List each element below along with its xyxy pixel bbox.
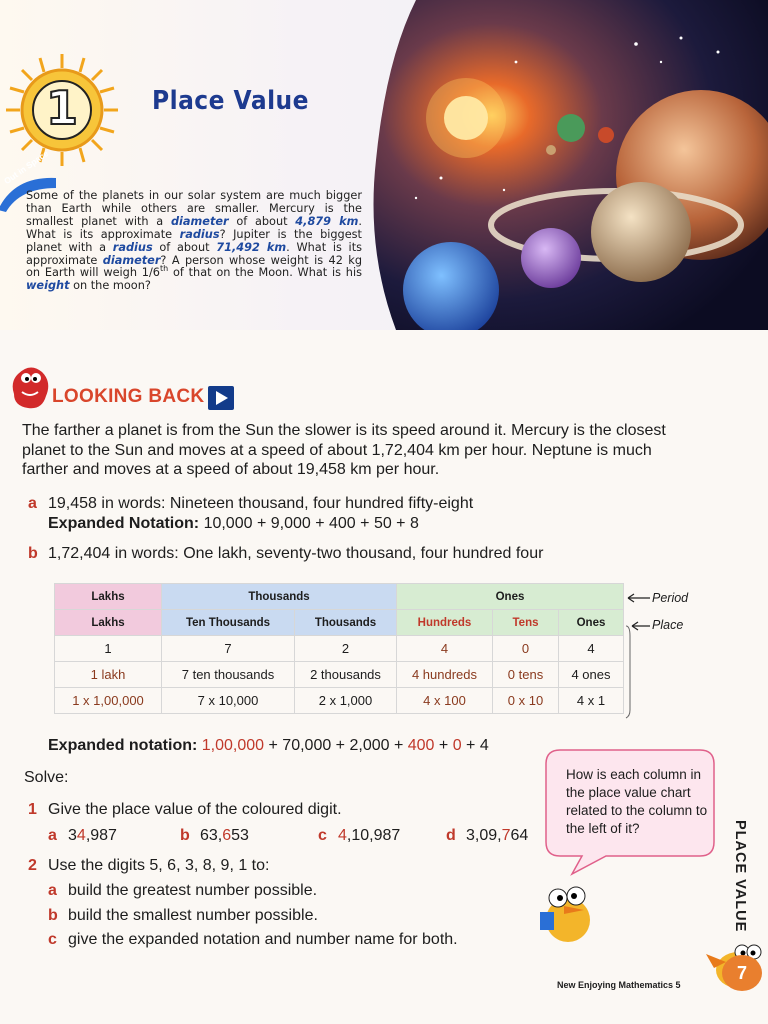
period-lakhs: Lakhs — [55, 584, 162, 610]
option-label: a — [48, 827, 57, 844]
intro-keyword: weight — [26, 279, 70, 293]
red-monster-icon — [8, 364, 52, 414]
table-cell: 0 — [493, 636, 559, 662]
speech-bubble-text: How is each column in the place value chart related to the column to the left of it? — [566, 767, 708, 836]
option-label: d — [446, 827, 456, 844]
intro-text-part: of about — [152, 240, 217, 254]
table-cell: 1 x 1,00,000 — [55, 688, 162, 714]
question-2-sub-c — [48, 930, 458, 950]
table-cell: 1 lakh — [55, 662, 162, 688]
solve-heading: Solve: — [24, 769, 69, 786]
sub-text: give the expanded notation and number name for both. — [68, 931, 458, 948]
option-part: 53 — [231, 827, 249, 844]
solar-system-illustration — [356, 0, 768, 330]
item-b-text: 1,72,404 in words: One lakh, seventy-two thousand, four hundred four — [48, 545, 544, 562]
option-d — [446, 826, 528, 846]
exp-term: + — [434, 737, 453, 754]
exp-term: + 70,000 + 2,000 + — [264, 737, 408, 754]
question-2-sub-a — [48, 881, 317, 901]
table-cell: 7 ten thousands — [162, 662, 295, 688]
table-cell: 0 tens — [493, 662, 559, 688]
expanded-notation-line — [48, 736, 489, 756]
table-cell: 4 ones — [559, 662, 624, 688]
table-cell: 4 x 100 — [397, 688, 493, 714]
place-side-label: Place — [652, 618, 684, 632]
intro-text — [26, 190, 362, 293]
option-highlight-digit: 7 — [501, 827, 511, 844]
play-icon[interactable] — [208, 386, 234, 410]
table-cell: 1 — [55, 636, 162, 662]
option-highlight-digit: 4 — [338, 827, 347, 844]
option-part: 3,09, — [466, 827, 502, 844]
option-b — [180, 826, 249, 846]
expanded-notation-value: 10,000 + 9,000 + 400 + 50 + 8 — [203, 515, 419, 532]
item-a-label: a — [28, 495, 37, 512]
intro-text-part: on the moon? — [69, 279, 151, 293]
intro-text-part: of about — [228, 214, 296, 228]
table-cell: 4 — [397, 636, 493, 662]
question-2-number: 2 — [28, 857, 37, 874]
exp-term: 0 — [452, 737, 462, 754]
sub-label: c — [48, 931, 57, 948]
option-part: 3 — [68, 827, 77, 844]
item-b — [28, 544, 543, 564]
option-part: ,987 — [85, 827, 117, 844]
expanded-notation-label: Expanded Notation: — [48, 515, 200, 532]
period-side-label: Period — [652, 591, 689, 605]
place-tens: Tens — [493, 610, 559, 636]
table-cell: 7 — [162, 636, 295, 662]
expanded-notation-line-label: Expanded notation: — [48, 737, 198, 754]
option-part: 63, — [200, 827, 223, 844]
table-cell: 2 thousands — [295, 662, 397, 688]
table-cell: 4 — [559, 636, 624, 662]
intro-keyword: radius — [112, 240, 153, 254]
book-title-footer: New Enjoying Mathematics 5 — [557, 980, 681, 990]
table-row — [55, 636, 624, 662]
table-cell: 2 x 1,000 — [295, 688, 397, 714]
sub-label: b — [48, 907, 58, 924]
place-value-table — [54, 583, 624, 714]
item-b-label: b — [28, 545, 38, 562]
option-label: c — [318, 827, 327, 844]
sub-text: build the greatest number possible. — [68, 882, 318, 899]
period-thousands: Thousands — [162, 584, 397, 610]
table-cell: 7 x 10,000 — [162, 688, 295, 714]
option-part: ,10,987 — [346, 827, 401, 844]
sub-text: build the smallest number possible. — [68, 907, 318, 924]
question-1-number: 1 — [28, 801, 37, 818]
place-ones: Ones — [559, 610, 624, 636]
place-lakhs: Lakhs — [55, 610, 162, 636]
intro-keyword: 71,492 km — [216, 240, 287, 254]
chapter-banner — [0, 0, 768, 330]
looking-back-header — [8, 364, 248, 414]
chapter-number: 1 — [45, 81, 78, 135]
item-a — [28, 494, 473, 534]
intro-text-part: ? A person whose weight is 42 kg on Earth will weigh 1/6 — [26, 253, 362, 280]
intro-text-part: ? Jupiter is the biggest planet with a — [26, 227, 362, 254]
out-in-space-label: Out in Space — [2, 148, 51, 187]
place-row — [55, 610, 624, 636]
looking-back-title: LOOKING BACK — [52, 386, 205, 407]
period-ones: Ones — [397, 584, 624, 610]
option-a — [48, 826, 117, 846]
place-hundreds: Hundreds — [397, 610, 493, 636]
intro-text-part: . What is its approximate — [26, 214, 362, 241]
sub-label: a — [48, 882, 57, 899]
table-cell: 4 x 1 — [559, 688, 624, 714]
place-ten-thousands: Ten Thousands — [162, 610, 295, 636]
question-1-text: Give the place value of the coloured digit. — [48, 801, 342, 818]
table-row — [55, 688, 624, 714]
table-row — [55, 662, 624, 688]
table-cell: 0 x 10 — [493, 688, 559, 714]
intro-text-part: . What is its approximate — [26, 240, 363, 267]
place-thousands: Thousands — [295, 610, 397, 636]
intro-keyword: 4,879 km — [295, 214, 359, 228]
option-highlight-digit: 6 — [222, 827, 232, 844]
side-chapter-title: PLACE VALUE — [732, 820, 748, 933]
option-part: 64 — [510, 827, 529, 844]
intro-text-part: of that on the Moon. What is his — [168, 266, 362, 280]
intro-text-part: th — [159, 264, 169, 274]
period-row — [55, 584, 624, 610]
intro-keyword: diameter — [102, 253, 161, 267]
item-a-text: 19,458 in words: Nineteen thousand, four hundred fifty-eight — [48, 495, 474, 512]
question-2 — [28, 856, 269, 876]
option-label: b — [180, 827, 190, 844]
intro-paragraph: The farther a planet is from the Sun the slower is its speed around it. Mercury is the closest planet to the Sun and moves at a speed of about 1,72,404 km per hour. Neptune is much farther and moves at a speed of about 19,458 km per hour. — [22, 422, 666, 478]
exp-term: + 4 — [461, 737, 489, 754]
table-side-arrows — [620, 590, 660, 720]
exp-term: 400 — [407, 737, 435, 754]
table-cell: 4 hundreds — [397, 662, 493, 688]
intro-text-part: Some of the planets in our solar system are much bigger than Earth while others are smaller. Mercury is the smallest planet with a — [26, 189, 362, 228]
question-1 — [28, 800, 342, 820]
option-highlight-digit: 4 — [76, 827, 86, 844]
yellow-bird-character-icon — [538, 876, 602, 946]
exp-term: 1,00,000 — [201, 737, 265, 754]
option-c — [318, 826, 400, 846]
intro-keyword: radius — [179, 227, 220, 241]
table-cell: 2 — [295, 636, 397, 662]
chapter-title: Place Value — [152, 86, 309, 116]
question-2-text: Use the digits 5, 6, 3, 8, 9, 1 to: — [48, 857, 270, 874]
page-number: 7 — [722, 955, 762, 991]
intro-keyword: diameter — [170, 214, 229, 228]
question-2-sub-b — [48, 906, 318, 926]
